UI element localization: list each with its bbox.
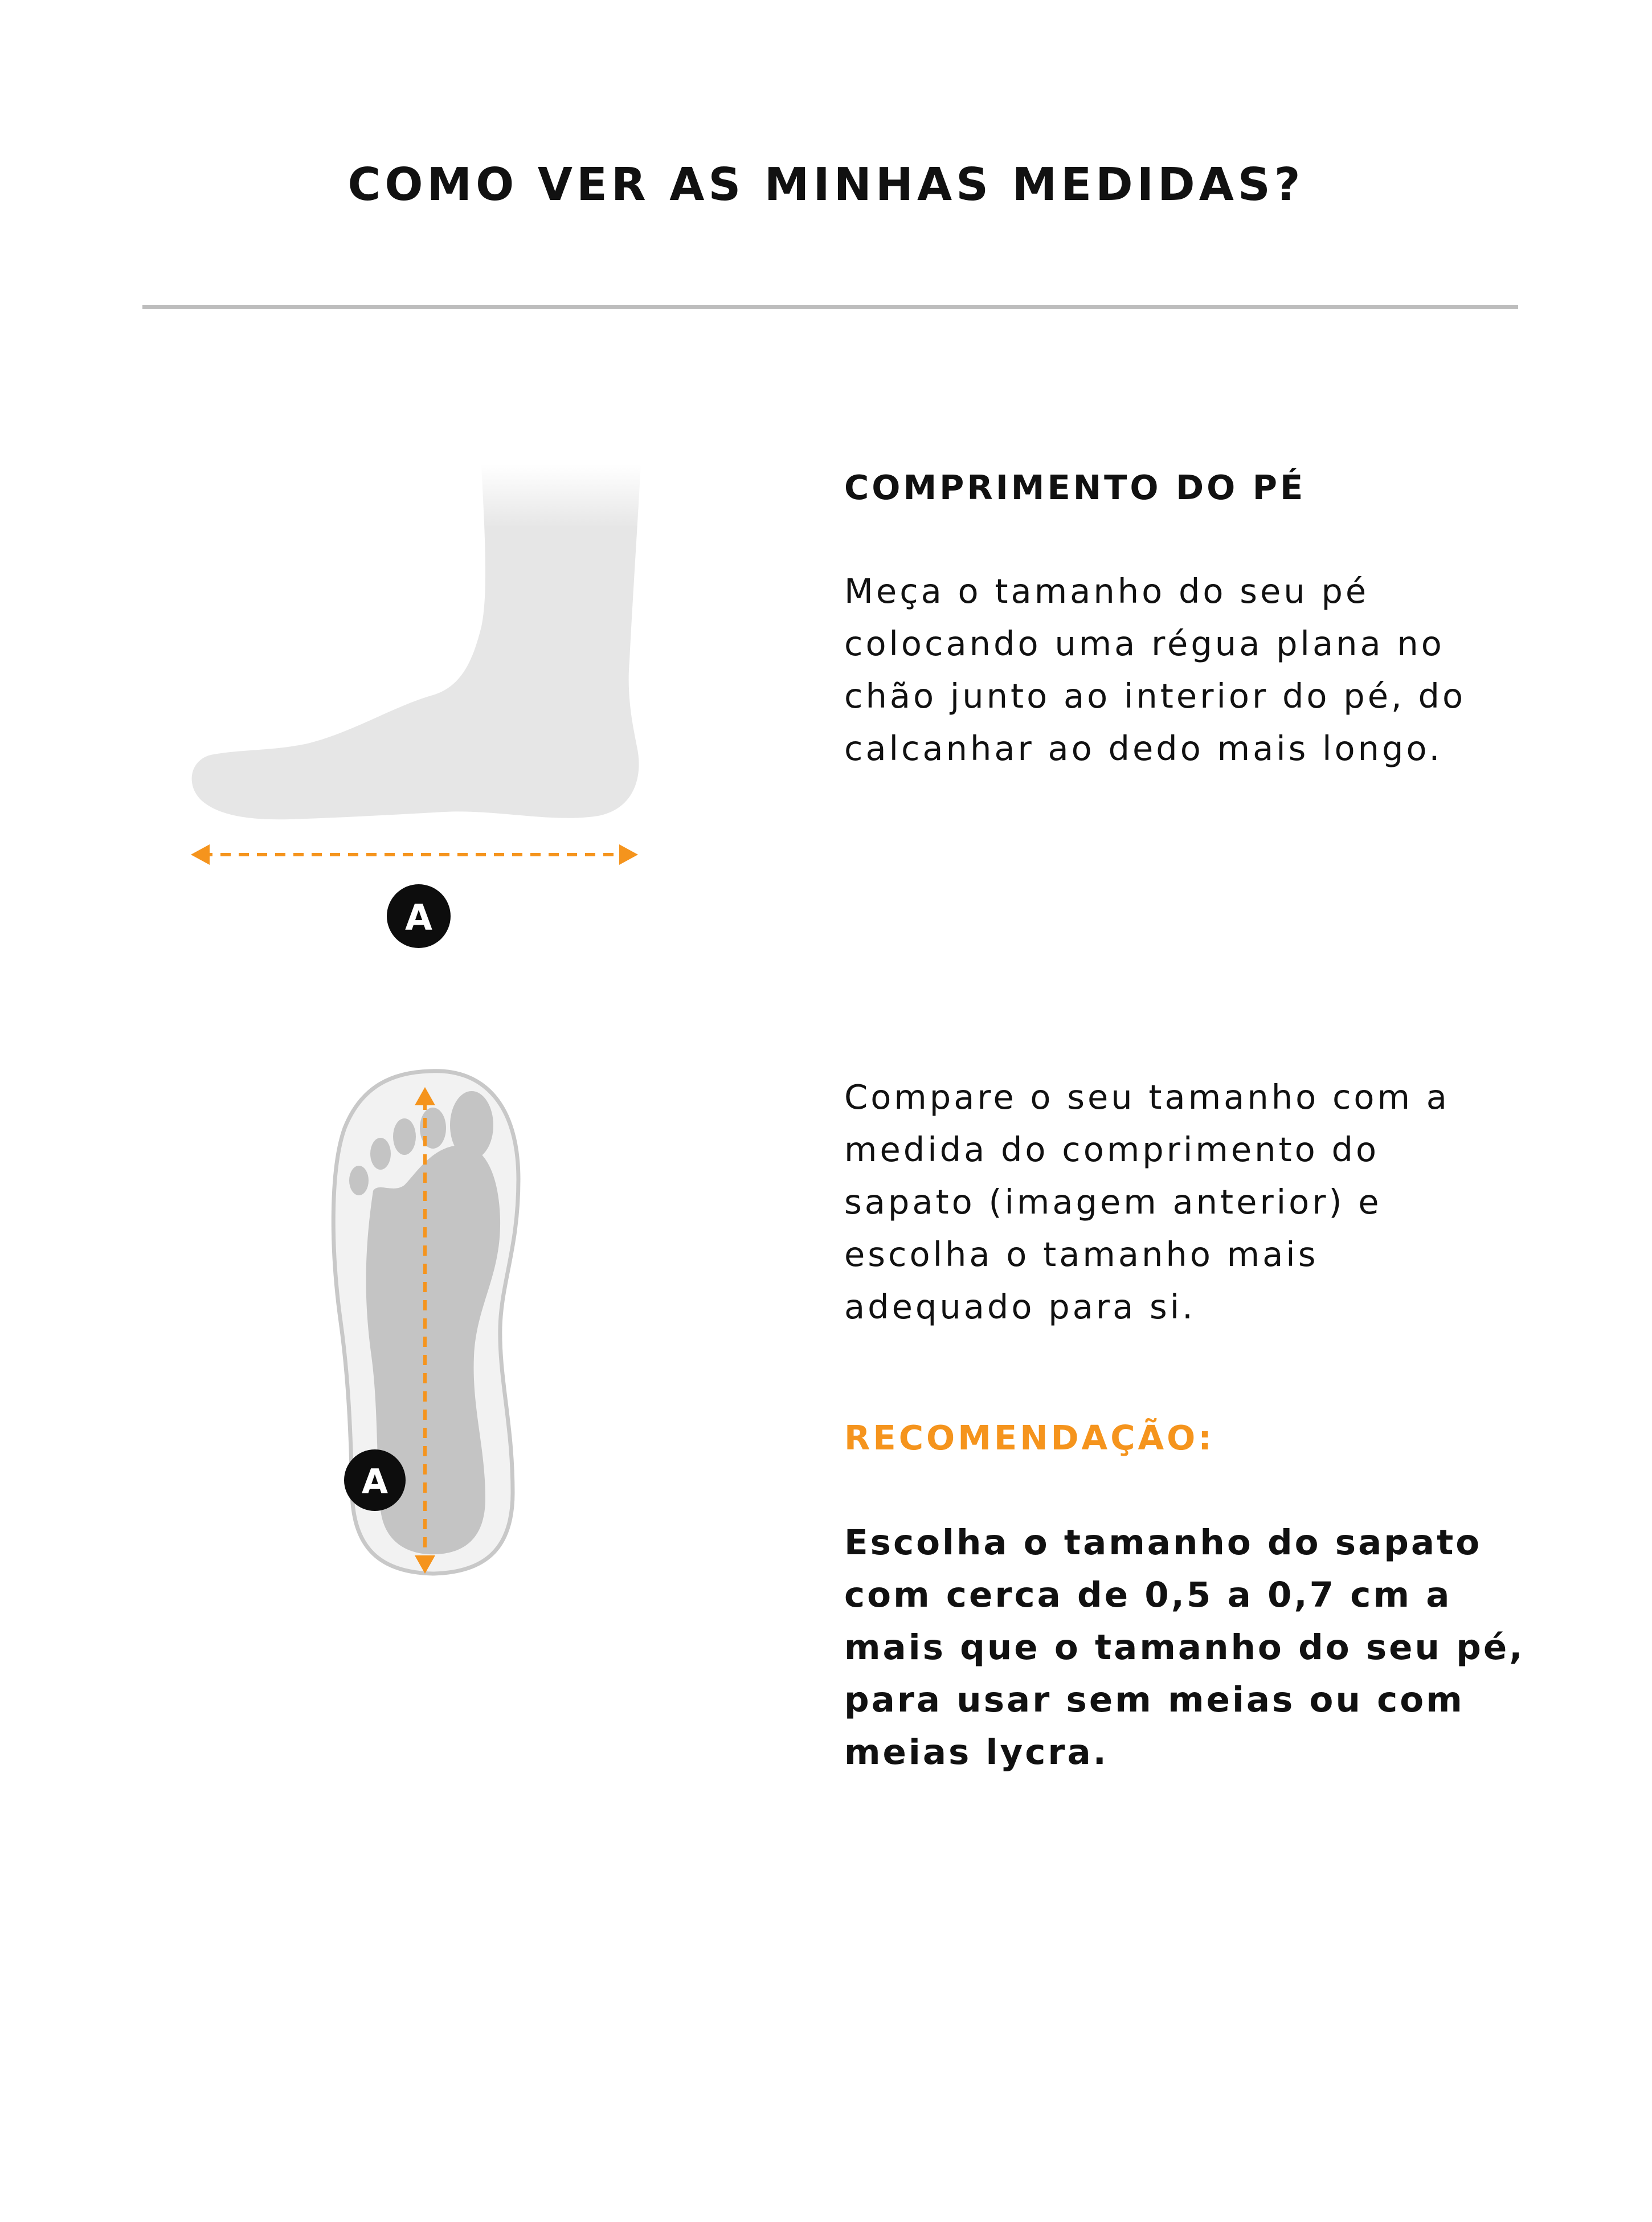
recommendation-line: mais que o tamanho do seu pé, [844, 1627, 1525, 1668]
length-instructions-line: chão junto ao interior do pé, do [844, 676, 1466, 716]
recommendation-line: para usar sem meias ou com [844, 1680, 1465, 1720]
compare-instructions-line: adequado para si. [844, 1287, 1196, 1326]
compare-instructions-line: medida do comprimento do [844, 1130, 1380, 1169]
foot-top-view-illustration [319, 1060, 547, 1601]
compare-instructions-line: Compare o seu tamanho com a [844, 1077, 1450, 1117]
length-instructions-line: Meça o tamanho do seu pé [844, 571, 1369, 611]
letter-a-badge-icon [344, 1449, 406, 1511]
compare-instructions-line: sapato (imagem anterior) e [844, 1182, 1382, 1222]
recommendation-text [844, 1517, 1562, 1779]
length-instructions-line: calcanhar ao dedo mais longo. [844, 729, 1443, 768]
recommendation-heading: RECOMENDAÇÃO: [844, 1418, 1215, 1457]
foot-side-view-illustration [177, 456, 661, 969]
recommendation-line: com cerca de 0,5 a 0,7 cm a [844, 1575, 1452, 1615]
top-foot-marker-label: A [361, 1462, 389, 1502]
compare-instructions [844, 1071, 1562, 1333]
side-foot-marker-label: A [405, 897, 432, 938]
length-instructions [844, 565, 1562, 775]
section-heading-foot-length: COMPRIMENTO DO PÉ [844, 468, 1306, 507]
length-instructions-line: colocando uma régua plana no [844, 624, 1445, 663]
compare-instructions-line: escolha o tamanho mais [844, 1235, 1319, 1274]
letter-a-badge-icon [387, 884, 451, 948]
foot-side-view-icon [192, 464, 641, 819]
recommendation-line: meias lycra. [844, 1732, 1109, 1772]
measure-arrow-icon [191, 844, 638, 865]
title-divider [142, 305, 1518, 309]
recommendation-line: Escolha o tamanho do sapato [844, 1522, 1482, 1563]
page-title: COMO VER AS MINHAS MEDIDAS? [347, 158, 1305, 211]
